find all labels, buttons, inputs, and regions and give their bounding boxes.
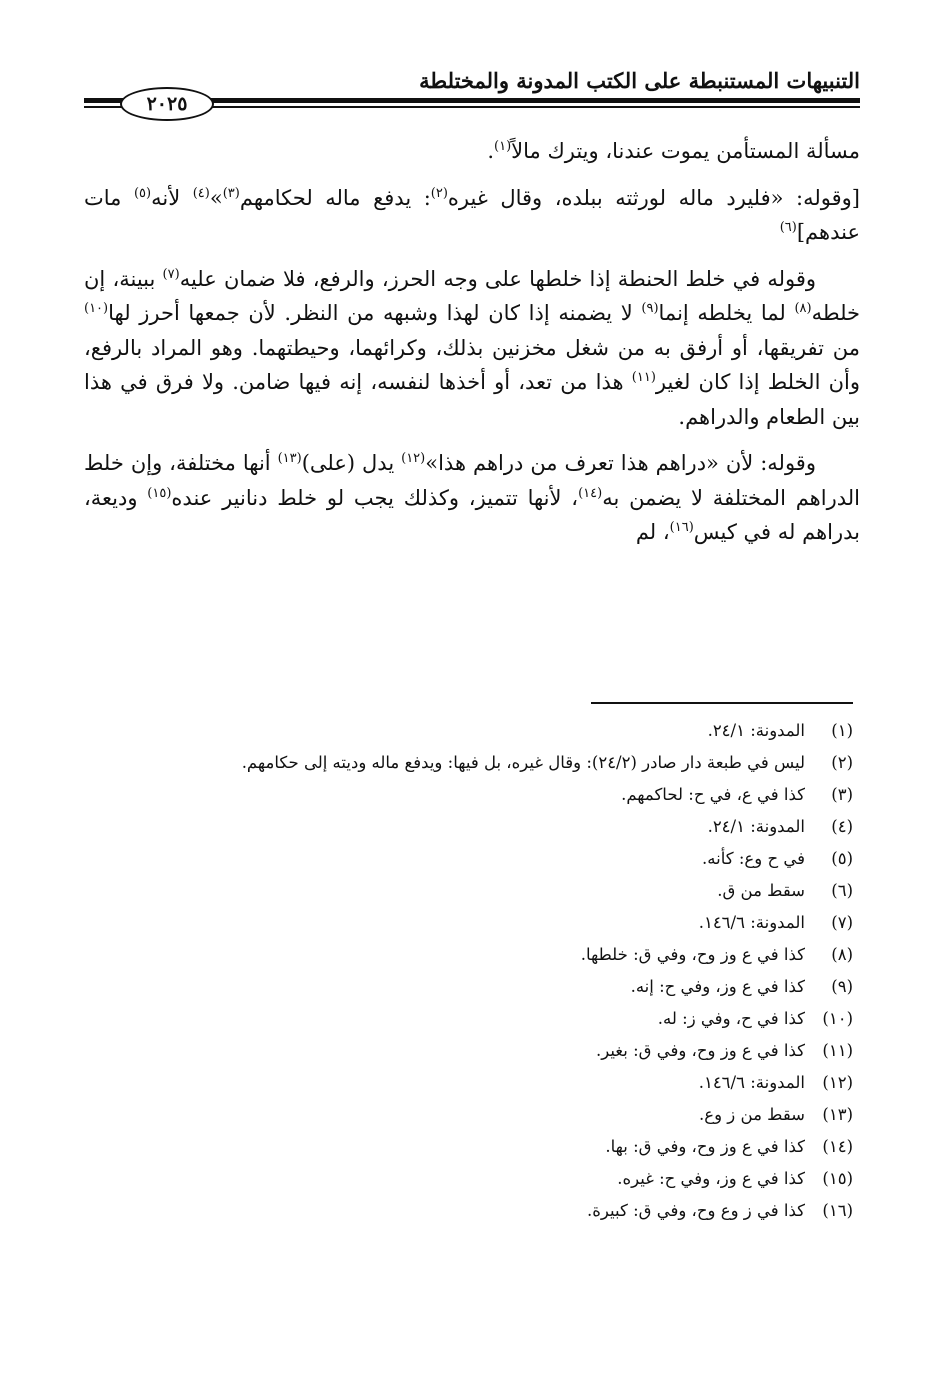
footnote-marker: (٨) [794,301,812,316]
footnote-number: (٤) [831,817,853,836]
footnote-number: (١) [831,721,853,740]
text-run: ، لأنها تتميز، وكذلك يجب لو خلط دنانير عنده [171,485,579,510]
main-text [84,134,860,562]
text-run: أنها مختلفة، وإن خلط الدراهم المختلفة لا يضمن به [84,451,860,510]
footnote [77,1003,853,1035]
text-run: هذا من تعد، أو أخذها لنفسه، إنه فيها ضامن. ولا فرق في هذا بين الطعام والدراهم. [84,370,860,429]
footnote-text: سقط من ق. [717,881,805,900]
page-number-badge [120,87,214,121]
footnote-number: (٨) [831,945,853,964]
footnote-marker: (٣) [222,185,240,201]
page-number: ٢٠٢٥ [146,93,188,115]
text-run: وقوله: لأن «دراهم هذا تعرف من دراهم هذا» [425,451,816,475]
footnote-number: (١٣) [822,1105,853,1124]
text-run: : يدفع ماله لحكامهم [239,185,431,210]
footnote-text: كذا في ع وز وح، وفي ق: خلطها. [580,945,805,964]
footnote-marker: (٥) [133,185,152,201]
footnote-text: كذا في ع وز وح، وفي ق: بغير. [595,1041,805,1060]
footnote-number: (١٤) [822,1137,853,1156]
text-run: ببينة، إن خلطه [84,266,861,325]
footnote-marker: (٢) [430,185,448,201]
footnote [77,1131,853,1163]
footnote [77,715,853,747]
footnote-marker: (١٠) [84,301,109,316]
footnote-text: المدونة: ١٤٦/٦. [698,913,805,932]
footnote-marker: (٦) [779,220,797,235]
footnote [77,875,853,907]
footnote-text: في ح وع: كأنه. [702,849,805,868]
text-run: وديعة، بدراهم له في كيس [84,485,860,544]
footnote-marker: (١١) [631,370,656,385]
footnote-marker: (١٣) [277,451,302,466]
text-run: مات عندهم] [84,185,860,244]
footnote-marker: (٩) [641,301,659,316]
footnote-number: (١٠) [822,1009,853,1028]
paragraph [84,262,860,435]
page-header [84,66,860,126]
footnote [77,1067,853,1099]
footnote-number: (١٥) [822,1169,853,1188]
text-run: [وقوله: «فليرد ماله لورثته ببلده، وقال غيره [447,185,861,210]
footnote-number: (٣) [831,785,853,804]
text-run: يدل (على) [301,451,402,475]
text-run: لأنه [151,185,193,210]
footnote-text: كذا في ع وز وح، وفي ق: بها. [605,1137,805,1156]
footnote-text: كذا في ع وز، وفي ح: إنه. [630,977,805,996]
footnote [77,907,853,939]
footnote-text: المدونة: ٢٤/١. [707,817,805,836]
text-run: وقوله في خلط الحنطة إذا خلطها على وجه الحرز، والرفع، فلا ضمان عليه [179,266,817,291]
footnote [77,843,853,875]
footnote-marker: (١٦) [669,520,694,535]
text-run: ، لم [635,520,670,544]
footnote [77,779,853,811]
footnote-number: (١٢) [822,1073,853,1092]
footnote-separator [591,702,853,704]
footnote-marker: (١٥) [147,485,172,501]
footnote-text: المدونة: ٢٤/١. [707,721,805,740]
footnote-number: (١١) [822,1041,853,1060]
footnote [77,939,853,971]
footnote [77,1163,853,1195]
footnote-number: (٢) [831,753,853,772]
footnote-marker: (١) [494,139,512,154]
footnote-marker: (٧) [162,266,180,282]
footnote-text: كذا في ع، في ح: لحاكمهم. [621,785,805,804]
paragraph [84,134,860,169]
paragraph [84,181,860,250]
footnote-number: (٩) [831,977,853,996]
footnote-number: (٧) [831,913,853,932]
footnote-number: (٦) [831,881,853,900]
paragraph [84,446,860,550]
footnote-text: كذا في ح، وفي ز: له. [657,1009,805,1028]
footnote [77,971,853,1003]
footnote [77,1099,853,1131]
footnote [77,747,853,779]
footnote [77,1195,853,1227]
footnote-text: كذا في ع وز، وفي ح: غيره. [617,1169,805,1188]
text-run: » [209,185,223,210]
footnote [77,811,853,843]
text-run: مسألة المستأمن يموت عندنا، ويترك مالاً [511,139,860,163]
footnote-text: المدونة: ١٤٦/٦. [698,1073,805,1092]
footnote [77,1035,853,1067]
footnotes [77,715,853,1227]
text-run: لا يضمنه إذا كان لهذا وشبهه من النظر. لأن جمعها أحرز لها [108,301,642,325]
footnote-marker: (١٤) [578,485,603,501]
footnote-text: سقط من ز وع. [699,1105,805,1124]
text-run: من تفريقها، أو أرفق به من شغل مخزنين بذلك، وكرائهما، وحيطتهما. وهو المراد بالرفع، وأن الخلط إذا كان لغير [84,335,860,394]
footnote-number: (٥) [831,849,853,868]
footnote-number: (١٦) [822,1201,853,1220]
footnote-marker: (١٢) [401,451,426,466]
text-run: لما يخلطه إنما [658,301,795,325]
footnote-text: كذا في ز وع وح، وفي ق: كبيرة. [587,1201,805,1220]
text-run: . [487,139,494,163]
footnote-marker: (٤) [192,185,210,201]
running-title: التنبيهات المستنبطة على الكتب المدونة والمختلطة [419,68,860,93]
footnote-text: ليس في طبعة دار صادر (٢٤/٢): وقال غيره، بل فيها: ويدفع ماله وديته إلى حكامهم. [241,753,805,772]
